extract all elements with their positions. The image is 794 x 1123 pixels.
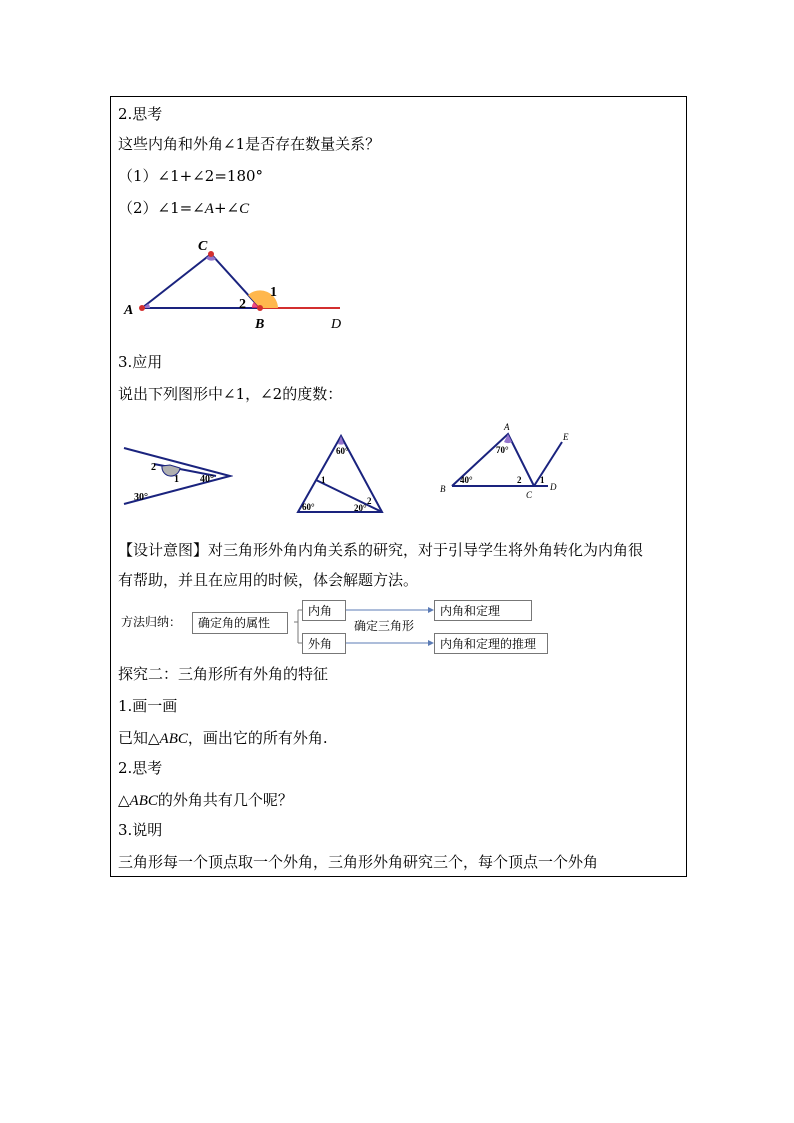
fig3-angle-left: 40° — [460, 475, 473, 485]
section3-title: 3.应用 — [118, 353, 163, 371]
label-angle-1: 1 — [270, 285, 277, 300]
relation-2: （2）∠1=∠A+∠C — [118, 199, 250, 217]
method-middle-label: 确定三角形 — [354, 619, 415, 633]
fig3-label-1: 1 — [540, 475, 545, 485]
explore2-title: 探究二：三角形所有外角的特征 — [118, 665, 329, 683]
exercise-figure-3 — [438, 420, 578, 500]
fig3-angle-top: 70° — [496, 445, 509, 455]
method-outer-box: 外角 — [302, 633, 346, 654]
label-c: C — [198, 239, 208, 254]
label-d: D — [331, 317, 342, 332]
step2-text: △ABC的外角共有几个呢？ — [118, 791, 293, 809]
fig2-angle-left: 60° — [302, 502, 315, 512]
fig3-label-b: B — [440, 484, 446, 494]
fig2-label-2: 2 — [367, 496, 372, 506]
method-root-box: 确定角的属性 — [192, 612, 288, 634]
method-result2-box: 内角和定理的推理 — [434, 633, 548, 654]
method-label: 方法归纳： — [121, 615, 182, 629]
label-a: A — [124, 303, 134, 318]
label-angle-2: 2 — [239, 297, 246, 312]
fig3-label-a: A — [504, 422, 510, 432]
fig1-label-1: 1 — [174, 474, 179, 485]
step3-text: 三角形每一个顶点取一个外角，三角形外角研究三个，每个顶点一个外角 — [118, 853, 599, 871]
fig3-label-2: 2 — [517, 475, 522, 485]
fig2-angle-right: 20° — [354, 503, 367, 513]
fig3-label-d: D — [550, 482, 557, 492]
fig2-label-1: 1 — [321, 475, 326, 485]
design-intent-line-2: 有帮助，并且在应用的时候，体会解题方法。 — [118, 571, 419, 589]
step1-title: 1.画一画 — [118, 697, 178, 715]
triangle-exterior-angle-figure — [118, 232, 358, 336]
exercise-figure-1 — [118, 438, 233, 508]
exercise-figure-2 — [294, 432, 386, 516]
fig2-angle-top: 60° — [336, 446, 349, 456]
fig3-label-e: E — [563, 432, 569, 442]
instruction-text: 说出下列图形中∠1，∠2的度数： — [118, 385, 343, 403]
label-b: B — [255, 317, 265, 332]
design-intent-line-1: 【设计意图】对三角形外角内角关系的研究，对于引导学生将外角转化为内角很 — [118, 541, 644, 559]
fig1-label-2: 2 — [151, 462, 156, 473]
method-result1-box: 内角和定理 — [434, 600, 532, 621]
step1-text: 已知△ABC，画出它的所有外角. — [118, 729, 328, 747]
step3-title: 3.说明 — [118, 821, 163, 839]
method-inner-box: 内角 — [302, 600, 346, 621]
question-text: 这些内角和外角∠1是否存在数量关系？ — [118, 135, 381, 153]
fig3-label-c: C — [526, 490, 533, 500]
step2-title: 2.思考 — [118, 759, 163, 777]
fig1-angle-30: 30° — [134, 492, 148, 503]
fig1-angle-40: 40° — [200, 474, 214, 485]
relation-1: （1）∠1+∠2=180° — [118, 167, 264, 185]
section2-title: 2.思考 — [118, 105, 163, 123]
